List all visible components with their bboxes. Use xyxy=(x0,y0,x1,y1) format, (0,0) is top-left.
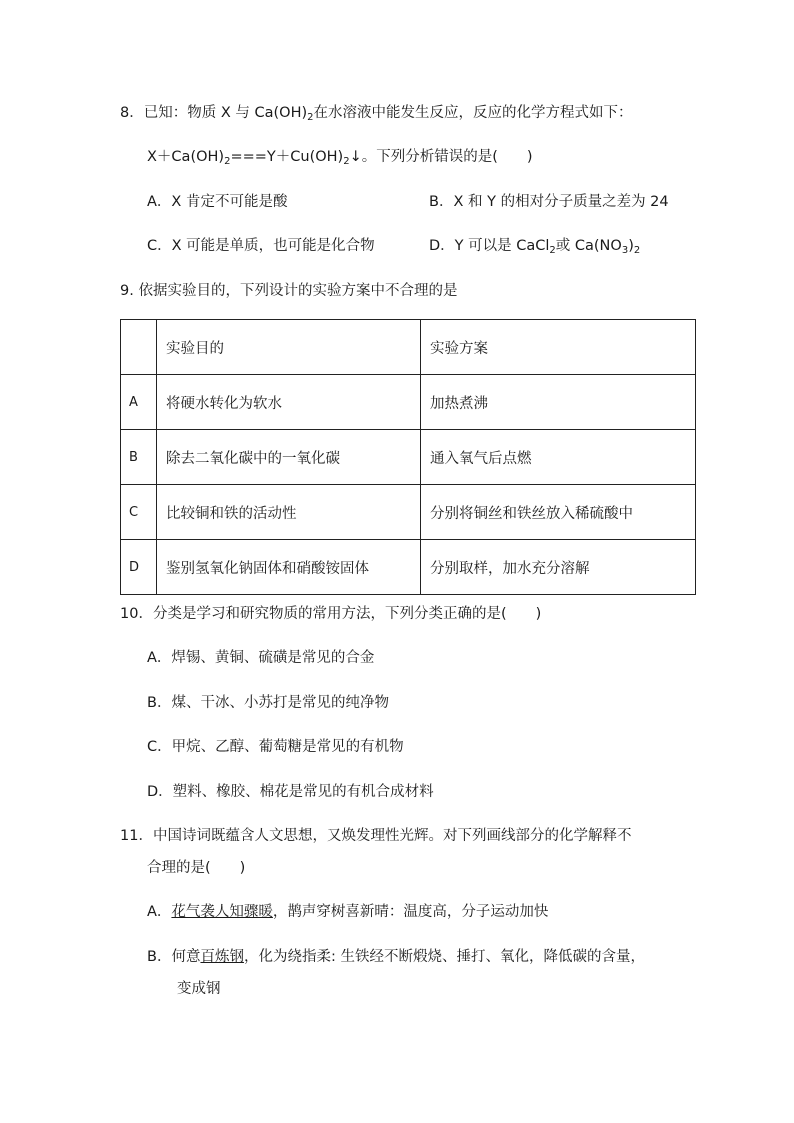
table-cell: 比较铜和铁的活动性 xyxy=(157,485,421,540)
table-header-cell: 实验方案 xyxy=(421,320,696,375)
question-10-option-c: C．甲烷、乙醇、葡萄糖是常见的有机物 xyxy=(147,739,404,755)
question-8-option-d: D．Y 可以是 CaCl$_2$或 $Ca(NO_3)_2$ xyxy=(429,238,641,256)
table-header-row xyxy=(121,320,696,375)
table-cell: 鉴别氢氧化钠固体和硝酸铵固体 xyxy=(157,540,421,595)
question-10-option-a: A．焊锡、黄铜、硫磺是常见的合金 xyxy=(147,650,375,666)
question-10-option-d: D．塑料、橡胶、棉花是常见的有机合成材料 xyxy=(147,784,434,800)
table-header-cell: 实验目的 xyxy=(157,320,421,375)
table-row xyxy=(121,430,696,485)
question-11-option-b-continuation: 变成钢 xyxy=(177,981,221,997)
experiment-table xyxy=(120,319,696,595)
question-8-option-c: C．X 可能是单质，也可能是化合物 xyxy=(147,238,375,254)
table-cell: 将硬水转化为软水 xyxy=(157,375,421,430)
question-11-stem-line-2: 合理的是( ) xyxy=(147,860,246,876)
table-header-cell xyxy=(121,320,157,375)
table-cell: D xyxy=(121,540,157,595)
question-11-option-b: B．何意百炼钢，化为绕指柔: 生铁经不断煅烧、捶打、氧化，降低碳的含量， xyxy=(147,949,645,965)
table-row xyxy=(121,540,696,595)
question-11-option-a: A．花气袭人知骤暖，鹊声穿树喜新晴：温度高，分子运动加快 xyxy=(147,904,549,920)
question-8-option-b: B．X 和 Y 的相对分子质量之差为 24 xyxy=(429,194,669,210)
table-cell: B xyxy=(121,430,157,485)
question-8-stem: 8．已知：物质 X 与 $Ca(OH)_2$在水溶液中能发生反应，反应的化学方程式如下： xyxy=(120,105,633,123)
table-cell: A xyxy=(121,375,157,430)
underlined-phrase: 百炼钢 xyxy=(200,949,244,965)
table-cell: 分别取样，加水充分溶解 xyxy=(421,540,696,595)
question-8-equation: $X+Ca(OH)_2===Y+Cu(OH)_2↓$。下列分析错误的是( ) xyxy=(147,149,533,167)
table-cell: 分别将铜丝和铁丝放入稀硫酸中 xyxy=(421,485,696,540)
underlined-phrase: 花气袭人知骤暖 xyxy=(171,904,273,920)
question-10-option-b: B．煤、干冰、小苏打是常见的纯净物 xyxy=(147,695,389,711)
table-cell: C xyxy=(121,485,157,540)
table-row xyxy=(121,485,696,540)
table-cell: 除去二氧化碳中的一氧化碳 xyxy=(157,430,421,485)
table-cell: 加热煮沸 xyxy=(421,375,696,430)
question-11-stem-line-1: 11．中国诗词既蕴含人文思想，又焕发理性光辉。对下列画线部分的化学解释不 xyxy=(120,828,632,844)
question-9-stem: 9. 依据实验目的，下列设计的实验方案中不合理的是 xyxy=(120,283,458,299)
question-8-option-a: A．X 肯定不可能是酸 xyxy=(147,194,288,210)
table-row xyxy=(121,375,696,430)
question-10-stem: 10．分类是学习和研究物质的常用方法，下列分类正确的是( ) xyxy=(120,606,542,622)
table-cell: 通入氧气后点燃 xyxy=(421,430,696,485)
